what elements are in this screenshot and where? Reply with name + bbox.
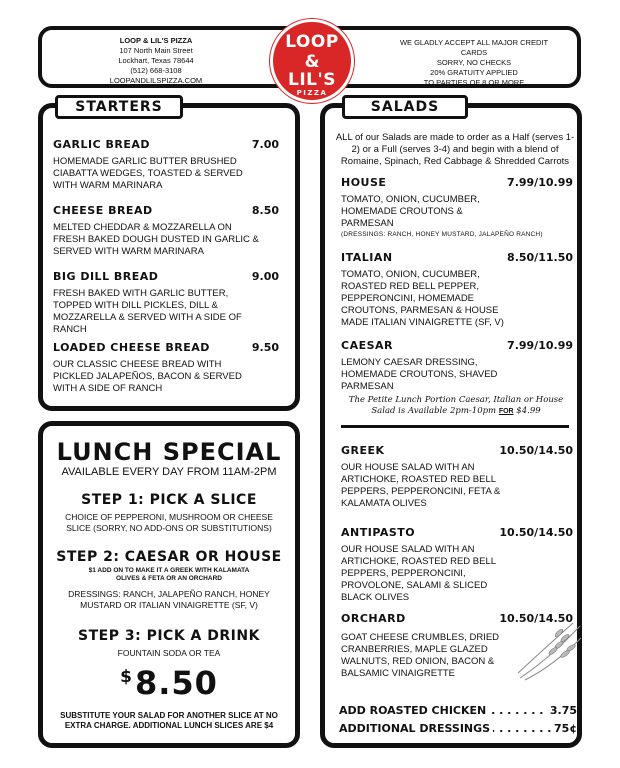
menu-item [53,204,289,264]
logo-line1: LOOP [285,32,339,52]
menu-item [341,526,573,606]
section-divider [341,425,569,428]
item-name: LOADED CHEESE BREAD [53,341,210,354]
item-price: 10.50/14.50 [499,526,573,539]
item-name: GARLIC BREAD [53,138,151,151]
business-name: LOOP & LIL'S PIZZA [119,36,193,45]
menu-item [53,341,289,401]
addon-label: ADD ROASTED CHICKEN [339,704,489,717]
menu-item [341,339,573,394]
item-description: GOAT CHEESE CRUMBLES, DRIED CRANBERRIES, MAPLE GLAZED WALNUTS, RED ONION, BACON & BALSAMIC VINAIGRETTE [341,632,500,679]
menu-item [341,251,573,331]
lunch-price-value: 8.50 [134,664,218,702]
policy-line: 20% GRATUITY APPLIED [430,68,518,77]
lunch-title: LUNCH SPECIAL [56,438,282,466]
item-description: OUR HOUSE SALAD WITH AN ARTICHOKE, ROASTED RED BELL PEPPERS, PEPPERONCINI, PROVOLONE, SALAMI & SLICED BLACK OLIVES [341,544,496,603]
addon-row [339,704,577,717]
item-description: OUR CLASSIC CHEESE BREAD WITH PICKLED JALAPEÑOS, BACON & SERVED WITH A SIDE OF RANCH [53,359,242,394]
petite-for-label: FOR [498,408,514,415]
item-price: 7.99/10.99 [507,176,573,189]
petite-price: $4.99 [516,406,541,416]
business-info [86,36,226,86]
item-price: 10.50/14.50 [499,444,573,457]
lunch-special-section [38,421,300,748]
menu-item [341,444,573,524]
item-price: 9.00 [251,270,279,283]
lunch-availability: AVAILABLE EVERY DAY FROM 11AM-2PM [61,466,277,478]
item-price: 10.50/14.50 [499,612,573,625]
salads-section [320,103,582,748]
step1-description: CHOICE OF PEPPERONI, MUSHROOM OR CHEESE SLICE (SORRY, NO ADD-ONS OR SUBSTITUTIONS) [65,512,273,533]
petite-line2: Salad is Available 2pm-10pm [371,406,497,416]
item-description: LEMONY CAESAR DRESSING, HOMEMADE CROUTONS, SHAVED PARMESAN [341,357,498,392]
item-dressings-note: (DRESSINGS: RANCH, HONEY MUSTARD, JALAPEÑO RANCH) [341,231,543,238]
item-name: GREEK [341,444,385,457]
step3-description: FOUNTAIN SODA OR TEA [117,648,221,658]
step1-title: STEP 1: PICK A SLICE [81,492,257,508]
starters-section [38,103,300,411]
item-name: ANTIPASTO [341,526,416,539]
menu-item [341,176,573,246]
item-price: 7.00 [251,138,279,151]
logo-line3: LIL'S [288,70,336,90]
step2-upgrade-note: $1 ADD ON TO MAKE IT A GREEK WITH KALAMATA OLIVES & FETA OR AN ORCHARD [88,567,250,582]
logo-line4: PIZZA [296,89,328,97]
item-price: 7.99/10.99 [507,339,573,352]
item-description: TOMATO, ONION, CUCUMBER, HOMEMADE CROUTONS & PARMESAN [341,194,480,229]
addon-row [339,722,577,735]
item-description: FRESH BAKED WITH GARLIC BUTTER, TOPPED WITH DILL PICKLES, DILL & MOZZARELLA & SERVED WITH A SIDE OF RANCH [53,288,242,335]
business-website: LOOPANDLILSPIZZA.COM [109,76,203,85]
item-name: BIG DILL BREAD [53,270,159,283]
petite-lunch-note [343,395,569,417]
wheat-icon [515,618,585,688]
item-description: HOMEMADE GARLIC BUTTER BRUSHED CIABATTA WEDGES, TOASTED & SERVED WITH WARM MARINARA [53,156,243,191]
addon-price: 75¢ [551,722,577,735]
step2-dressings: DRESSINGS: RANCH, JALAPEÑO RANCH, HONEY MUSTARD OR ITALIAN VINAIGRETTE (SF, V) [68,589,270,610]
payment-policies [389,38,559,88]
logo-line2: & [304,52,320,72]
item-description: OUR HOUSE SALAD WITH AN ARTICHOKE, ROASTED RED BELL PEPPERS, PEPPERONCINI, FETA & KALAMATA OLIVES [341,462,501,509]
item-name: HOUSE [341,176,387,189]
step2-title: STEP 2: CAESAR OR HOUSE [56,549,282,565]
business-address-line1: 107 North Main Street [119,46,193,55]
dot-leader: . . . . . . . . [491,722,552,735]
dot-leader: . . . . . . . [491,704,544,717]
lunch-footnote: SUBSTITUTE YOUR SALAD FOR ANOTHER SLICE AT NO EXTRA CHARGE. ADDITIONAL LUNCH SLICES ARE $4 [60,711,278,730]
addon-price: 3.75 [547,704,577,717]
item-name: CAESAR [341,339,394,352]
policy-line: SORRY, NO CHECKS [436,58,512,67]
item-price: 8.50 [251,204,279,217]
starters-title: STARTERS [55,95,183,119]
item-price: 9.50 [251,341,279,354]
business-address-line2: Lockhart, Texas 78644 [118,56,194,65]
petite-line1: The Petite Lunch Portion Caesar, Italian or House [348,395,564,405]
addon-label: ADDITIONAL DRESSINGS [339,722,493,735]
item-name: ITALIAN [341,251,393,264]
item-name: ORCHARD [341,612,406,625]
lunch-price [43,664,295,702]
step3-title: STEP 3: PICK A DRINK [78,628,260,644]
item-price: 8.50/11.50 [507,251,573,264]
salads-intro: ALL of our Salads are made to order as a Half (serves 1-2) or a Full (serves 3-4) and begin with a blend of Romaine, Spinach, Red Cabbage & Shredded Carrots [335,132,575,167]
lunch-price-currency: $ [120,667,133,687]
menu-item [53,270,289,340]
item-description: TOMATO, ONION, CUCUMBER, ROASTED RED BELL PEPPER, PEPPERONCINI, HOMEMADE CROUTONS, PARMESAN & HOUSE MADE ITALIAN VINAIGRETTE (SF, V) [341,269,504,328]
item-name: CHEESE BREAD [53,204,153,217]
business-phone: (512) 668-3108 [130,66,182,75]
item-description: MELTED CHEDDAR & MOZZARELLA ON FRESH BAKED DOUGH DUSTED IN GARLIC & SERVED WITH WARM MARINARA [53,222,259,257]
policy-line: TO PARTIES OF 8 OR MORE [423,78,525,87]
policy-line: WE GLADLY ACCEPT ALL MAJOR CREDIT CARDS [399,38,549,57]
restaurant-logo [270,19,354,103]
menu-item [53,138,289,198]
salads-title: SALADS [342,95,468,119]
